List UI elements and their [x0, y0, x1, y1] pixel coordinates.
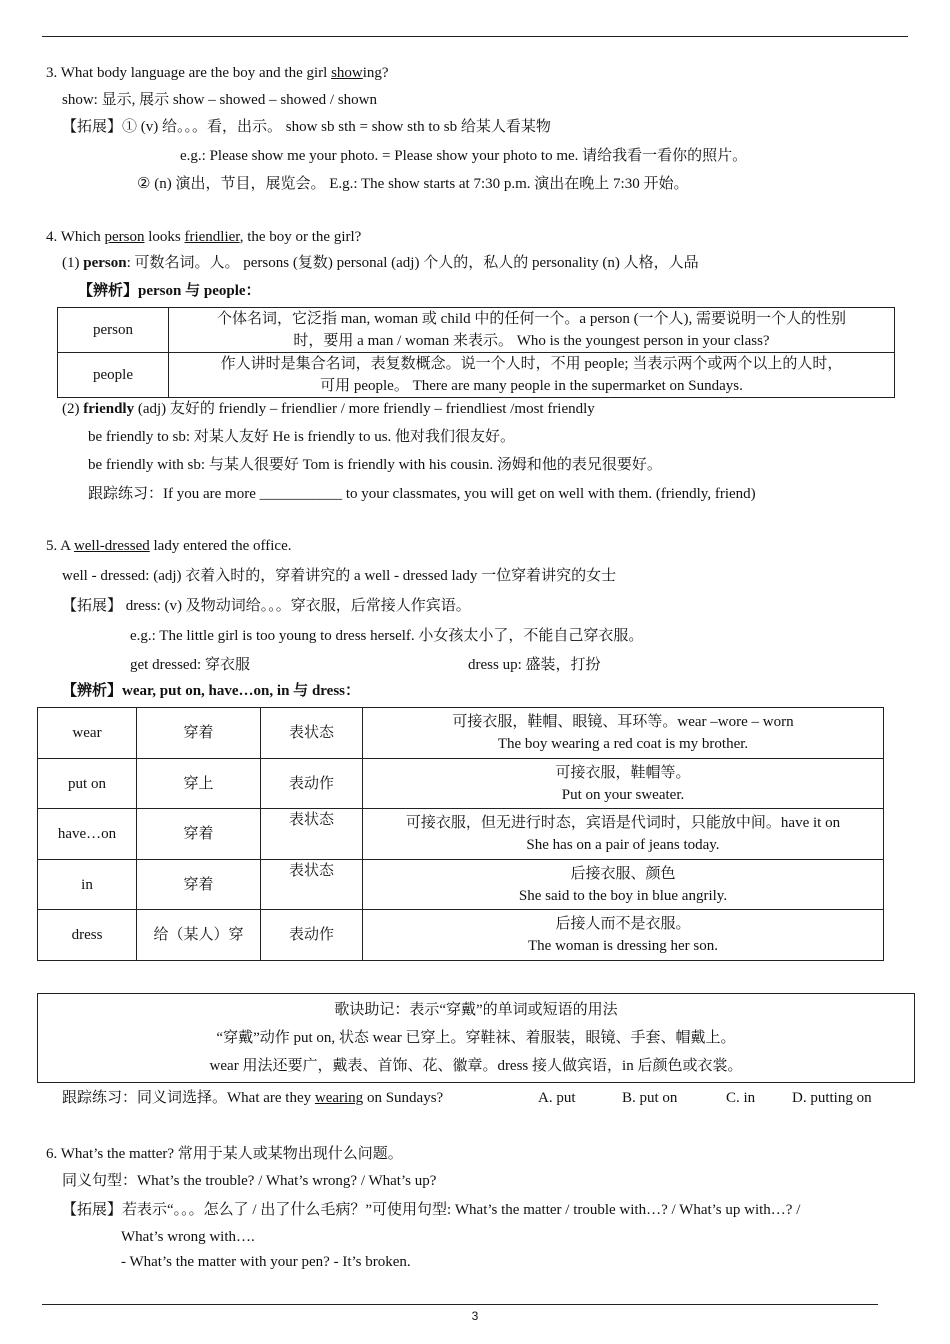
- option-c: C. in: [726, 1090, 756, 1106]
- q3-line-4: ② (n) 演出，节目，展览会。 E.g.: The show starts at 7:30 p.m. 演出在晚上 7:30 开始。: [137, 176, 689, 192]
- table-cell-word: dress: [38, 910, 137, 961]
- q5-line-5: 【辨析】wear, put on, have…on, in 与 dress：: [62, 683, 361, 699]
- table-cell-word: put on: [38, 759, 137, 809]
- table-row: [58, 308, 895, 353]
- table-cell-type: 表动作: [261, 910, 363, 961]
- table-cell-term: people: [58, 353, 169, 398]
- q4-line-5: be friendly with sb: 与某人很要好 Tom is friendly with his cousin. 汤姆和他的表兄很要好。: [88, 457, 662, 473]
- table-cell-meaning: 穿上: [137, 759, 261, 809]
- q5-line-4b: dress up: 盛装，打扮: [468, 657, 601, 673]
- table-cell-meaning: 给（某人）穿: [137, 910, 261, 961]
- table-cell-desc: 后接衣服、颜色 She said to the boy in blue angrily.: [363, 860, 884, 910]
- q6-line-4: - What’s the matter with your pen? - It’s broken.: [121, 1254, 411, 1270]
- q3-title: 3. What body language are the boy and the girl showing?: [46, 65, 389, 81]
- q4-line-4: be friendly to sb: 对某人友好 He is friendly to us. 他对我们很友好。: [88, 429, 516, 445]
- table-row: [58, 353, 895, 398]
- table-cell-word: in: [38, 860, 137, 910]
- q6-line-3: What’s wrong with….: [121, 1229, 255, 1245]
- q4-line-1: (1) person: 可数名词。人。 persons (复数) personal (adj) 个人的，私人的 personality (n) 人格，人品: [62, 255, 699, 271]
- table-row: [38, 708, 884, 759]
- table-cell-meaning: 穿着: [137, 809, 261, 860]
- table-cell-meaning: 穿着: [137, 860, 261, 910]
- q4-line-2: 【辨析】person 与 people：: [78, 283, 261, 299]
- q6-line-2: 【拓展】若表示“。。。怎么了 / 出了什么毛病？”可使用句型: What’s the matter / trouble with…? / What’s up with…? /: [62, 1202, 801, 1218]
- table-cell-term: person: [58, 308, 169, 353]
- table-cell-type: 表状态: [261, 809, 363, 860]
- top-rule: [42, 36, 908, 37]
- person-people-table: [57, 307, 895, 398]
- q3-line-3: e.g.: Please show me your photo. = Please show your photo to me. 请给我看一看你的照片。: [180, 148, 748, 164]
- wear-dress-table: [37, 707, 884, 961]
- table-cell-desc: 可接衣服，但无进行时态，宾语是代词时，只能放中间。have it on She has on a pair of jeans today.: [363, 809, 884, 860]
- page-number: 3: [471, 1309, 479, 1323]
- mnemonic-line-1: 歌诀助记：表示“穿戴”的单词或短语的用法: [334, 1002, 618, 1018]
- q5-line-1: well - dressed: (adj) 衣着入时的，穿着讲究的 a well - dressed lady 一位穿着讲究的女士: [62, 568, 617, 584]
- table-cell-type: 表状态: [261, 708, 363, 759]
- table-cell-word: wear: [38, 708, 137, 759]
- mnemonic-box: [37, 993, 915, 1083]
- q5-title: 5. A well-dressed lady entered the office.: [46, 538, 292, 554]
- mnemonic-line-2: “穿戴”动作 put on, 状态 wear 已穿上。穿鞋袜、着服装，眼镜、手套、帽戴上。: [216, 1030, 736, 1046]
- table-cell-desc: 后接人而不是衣服。 The woman is dressing her son.: [363, 910, 884, 961]
- table-cell-desc: 可接衣服，鞋帽、眼镜、耳环等。wear –wore – worn The boy wearing a red coat is my brother.: [363, 708, 884, 759]
- table-cell-desc: 个体名词，它泛指 man, woman 或 child 中的任何一个。a person (一个人), 需要说明一个人的性别 时，要用 a man / woman 来表示。 Who is the youngest person in your class?: [169, 308, 895, 353]
- q6-line-1: 同义句型：What’s the trouble? / What’s wrong? / What’s up?: [62, 1173, 437, 1189]
- q3-line-1: show: 显示, 展示 show – showed – showed / shown: [62, 92, 378, 108]
- table-cell-desc: 可接衣服，鞋帽等。 Put on your sweater.: [363, 759, 884, 809]
- q4-practice: 跟踪练习：If you are more ___________ to your classmates, you will get on well with them. (friendly, friend): [88, 486, 756, 502]
- table-row: [38, 809, 884, 860]
- q5-practice: 跟踪练习：同义词选择。What are they wearing on Sundays?: [62, 1090, 444, 1106]
- q5-line-2: 【拓展】 dress: (v) 及物动词给。。。穿衣服，后常接人作宾语。: [62, 598, 471, 614]
- bottom-rule: [42, 1304, 878, 1305]
- option-b: B. put on: [622, 1090, 678, 1106]
- table-cell-word: have…on: [38, 809, 137, 860]
- q5-line-4a: get dressed: 穿衣服: [130, 657, 250, 673]
- table-cell-type: 表状态: [261, 860, 363, 910]
- q4-title: 4. Which person looks friendlier, the boy or the girl?: [46, 229, 362, 245]
- q4-line-3: (2) friendly (adj) 友好的 friendly – friendlier / more friendly – friendliest /most friendly: [62, 401, 595, 417]
- q3-line-2: 【拓展】① (v) 给。。。看，出示。 show sb sth = show sth to sb 给某人看某物: [62, 119, 551, 135]
- table-cell-meaning: 穿着: [137, 708, 261, 759]
- option-a: A. put: [538, 1090, 576, 1106]
- table-row: [38, 910, 884, 961]
- q5-line-3: e.g.: The little girl is too young to dress herself. 小女孩太小了，不能自己穿衣服。: [130, 628, 644, 644]
- mnemonic-line-3: wear 用法还要广，戴表、首饰、花、徽章。dress 接人做宾语，in 后颜色或衣裳。: [209, 1058, 743, 1074]
- table-row: [38, 759, 884, 809]
- option-d: D. putting on: [792, 1090, 872, 1106]
- q6-title: 6. What’s the matter? 常用于某人或某物出现什么问题。: [46, 1146, 403, 1162]
- table-cell-type: 表动作: [261, 759, 363, 809]
- table-row: [38, 860, 884, 910]
- table-cell-desc: 作人讲时是集合名词，表复数概念。说一个人时，不用 people; 当表示两个或两个以上的人时， 可用 people。 There are many people in the supermarket on Sundays.: [169, 353, 895, 398]
